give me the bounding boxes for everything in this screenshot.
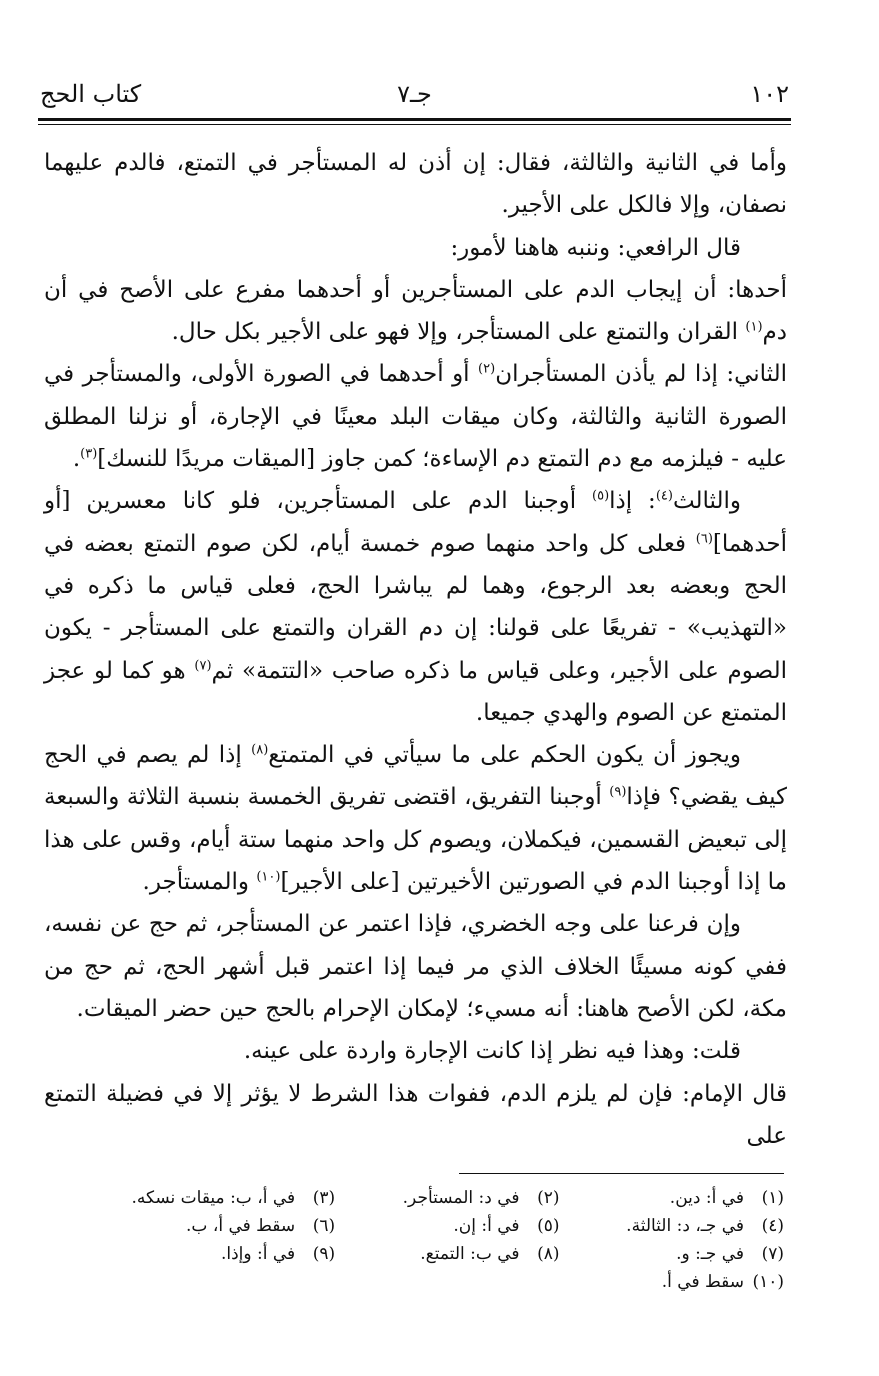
text-run: أوجبنا التفريق، اقتضى تفريق الخمسة بنسبة الثلاثة والسبعة إلى تبعيض القسمين، فيكملان، ويصوم كل واحد منهما ستة أيام، وقس على هذا ما إذا أوجبنا الدم في الصورتين الأخيرتين [على الأجير] — [44, 784, 787, 896]
footnote-text: في أ، ب: ميقات نسكه. — [131, 1188, 296, 1208]
footnote-ref: (٢) — [478, 361, 496, 377]
footnote-number: (٩) — [312, 1244, 336, 1264]
footnote-number: (١٠) — [752, 1272, 784, 1292]
text-run: قلت: وهذا فيه نظر إذا كانت الإجارة واردة على عينه. — [243, 1038, 741, 1065]
footnote-text: في جـ: و. — [676, 1244, 744, 1264]
footnote-ref: (٣) — [80, 446, 98, 462]
book-title: كتاب الحج — [40, 80, 142, 108]
text-run: الثاني: إذا لم يأذن المستأجران — [495, 361, 787, 388]
footnote-item — [111, 1240, 335, 1268]
footnote-item — [560, 1184, 784, 1212]
footnote-item — [335, 1184, 559, 1212]
footnote-number: (٦) — [312, 1216, 336, 1236]
text-run: إذا لم يصم في الحج كيف يقضي؟ فإذا — [44, 742, 787, 811]
text-run: قال الإمام: فإن لم يلزم الدم، ففوات هذا الشرط لا يؤثر إلا في فضيلة التمتع على — [44, 1080, 787, 1149]
paragraph — [44, 227, 787, 269]
footnote-number: (٥) — [537, 1216, 560, 1236]
footnote-item — [111, 1212, 335, 1240]
text-run: القران والتمتع على المستأجر، وإلا فهو على الأجير بكل حال. — [171, 319, 746, 346]
footnote-ref: (٤) — [655, 488, 673, 504]
paragraph — [44, 353, 787, 480]
footnote-row — [110, 1212, 784, 1240]
footnote-ref: (٨) — [251, 742, 269, 758]
paragraph — [44, 142, 787, 227]
paragraph — [44, 1030, 787, 1072]
text-run: ويجوز أن يكون الحكم على ما سيأتي في المتمتع — [268, 742, 741, 769]
footnote-text: سقط في أ، ب. — [186, 1216, 296, 1236]
footnote-number: (٢) — [537, 1188, 560, 1208]
page-number: ١٠٢ — [750, 80, 789, 108]
footnote-number: (٧) — [761, 1244, 784, 1264]
paragraph — [44, 903, 787, 1030]
footnote-ref: (٦) — [695, 531, 713, 547]
footnote-item — [335, 1212, 559, 1240]
header-rule-thick — [38, 118, 791, 121]
footnote-number: (٨) — [537, 1244, 560, 1264]
paragraph — [44, 1073, 787, 1158]
footnote-item — [335, 1240, 559, 1268]
footnote-number: (٣) — [312, 1188, 336, 1208]
footnote-row — [110, 1268, 784, 1296]
footnote-item — [560, 1240, 784, 1268]
footnote-ref: (١) — [745, 319, 763, 335]
footnote-text: في أ: دين. — [669, 1188, 744, 1208]
footnote-item — [560, 1268, 784, 1296]
footnote-text: في أ: وإذا. — [220, 1244, 296, 1264]
text-run: : إذا — [609, 488, 656, 515]
volume-label: جـ٧ — [397, 80, 432, 108]
footnote-row — [110, 1184, 784, 1212]
footnote-text: في جـ، د: الثالثة. — [626, 1216, 744, 1236]
footnote-item — [111, 1184, 335, 1212]
footnote-item — [560, 1212, 784, 1240]
page-header — [40, 72, 789, 112]
text-run: فعلى كل واحد منهما صوم خمسة أيام، لكن صوم التمتع بعضه في الحج وبعضه بعد الرجوع، وهما لم يباشرا الحج، فعلى قياس ما ذكره في «التهذيب» - تفريعًا على قولنا: إن دم القران والتمتع على المستأجر - يكون الصوم على الأجير، وعلى قياس ما ذكره صاحب «التتمة» ثم — [44, 530, 787, 684]
footnote-text: سقط في أ. — [661, 1272, 744, 1292]
footnote-ref: (١٠) — [256, 869, 281, 885]
footnote-number: (٤) — [761, 1216, 784, 1236]
footnote-text: في أ: إن. — [453, 1216, 520, 1236]
paragraph — [44, 734, 787, 903]
paragraph — [44, 480, 787, 734]
paragraph — [44, 269, 787, 354]
footnote-text: في د: المستأجر. — [402, 1188, 520, 1208]
footnote-ref: (٩) — [609, 784, 627, 800]
text-run: أحدها: أن إيجاب الدم على المستأجرين أو أحدهما مفرع على الأصح في أن دم — [44, 276, 787, 346]
footnote-number: (١) — [761, 1188, 784, 1208]
footnote-ref: (٧) — [194, 657, 212, 673]
footnote-ref: (٥) — [592, 488, 610, 504]
footnote-row — [110, 1240, 784, 1268]
text-run: هو كما لو عجز المتمتع عن الصوم والهدي جميعا. — [44, 657, 787, 726]
header-rule-thin — [38, 124, 791, 125]
footnotes — [110, 1184, 784, 1296]
text-run: . — [72, 446, 81, 473]
text-run: أو أحدهما في الصورة الأولى، والمستأجر في الصورة الثانية والثالثة، وكان ميقات البلد معينًا في الإجارة، أو نزلنا المطلق عليه - فيلزمه مع دم التمتع دم الإساءة؛ كمن جاوز [الميقات مريدًا للنسك] — [44, 361, 787, 473]
text-run: وأما في الثانية والثالثة، فقال: إن أذن له المستأجر في التمتع، فالدم عليهما نصفان، وإلا فالكل على الأجير. — [44, 150, 787, 219]
footnote-text: في ب: التمتع. — [420, 1244, 520, 1264]
main-text — [44, 142, 787, 1157]
footnote-separator — [459, 1173, 784, 1174]
text-run: قال الرافعي: وننبه هاهنا لأمور: — [450, 234, 741, 261]
text-run: والثالث — [672, 488, 741, 515]
text-run: وإن فرعنا على وجه الخضري، فإذا اعتمر عن المستأجر، ثم حج عن نفسه، ففي كونه مسيئًا الخلاف الذي مر فيما إذا اعتمر قبل أشهر الحج، ثم حج من مكة، لكن الأصح هاهنا: أنه مسيء؛ لإمكان الإحرام بالحج حين حضر الميقات. — [44, 911, 787, 1022]
text-run: والمستأجر. — [142, 869, 257, 896]
text-run: أوجبنا الدم على المستأجرين، فلو كانا معسرين [أو أحدهما] — [44, 488, 787, 557]
